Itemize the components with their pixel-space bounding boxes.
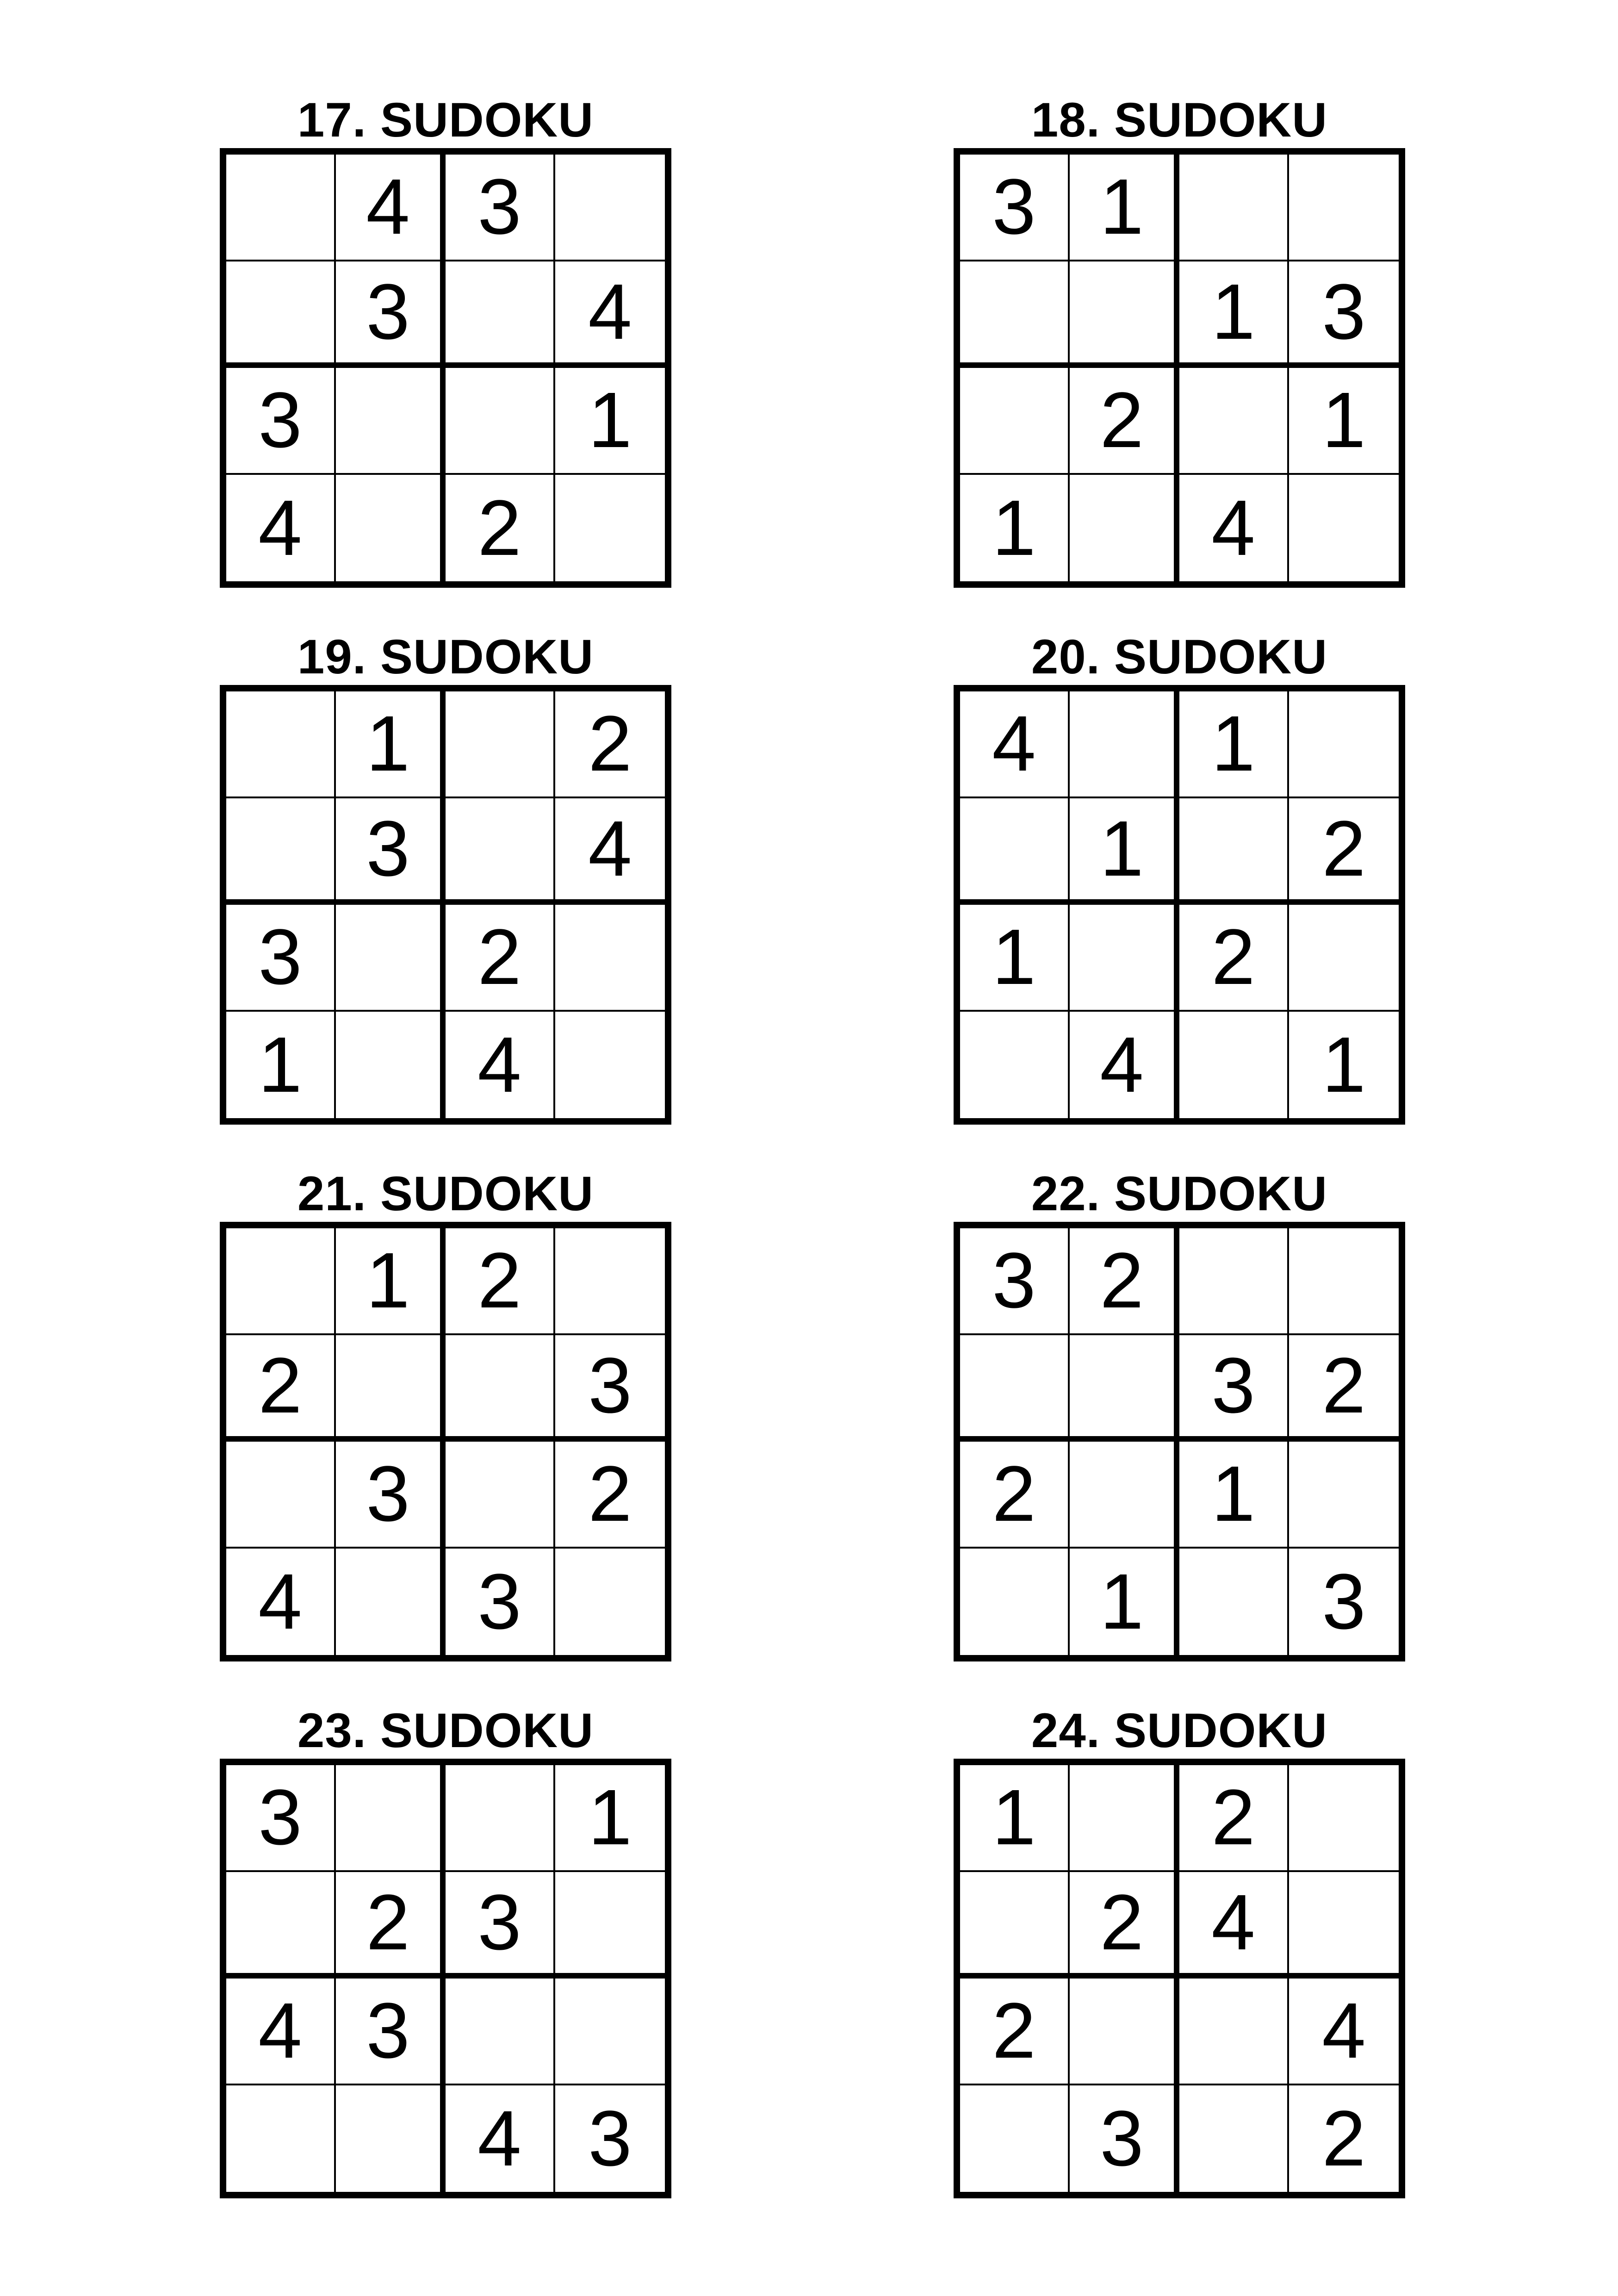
sudoku-grid [954, 1222, 1405, 1661]
grid-cell[interactable] [446, 1442, 555, 1549]
grid-cell[interactable]: 1 [336, 691, 446, 798]
grid-cell[interactable]: 3 [336, 798, 446, 905]
sudoku-puzzle [954, 93, 1405, 572]
grid-cell[interactable] [1179, 1012, 1289, 1119]
grid-cell[interactable]: 1 [960, 475, 1070, 582]
grid-cell[interactable]: 2 [1070, 368, 1179, 475]
grid-cell[interactable] [960, 2085, 1070, 2192]
grid-cell[interactable]: 3 [336, 261, 446, 368]
grid-cell[interactable] [555, 155, 665, 261]
grid-cell[interactable]: 3 [1289, 261, 1399, 368]
grid-cell[interactable]: 2 [555, 1442, 665, 1549]
grid-cell[interactable] [446, 1979, 555, 2085]
grid-cell[interactable]: 1 [1179, 1442, 1289, 1549]
grid-cell[interactable]: 4 [1179, 475, 1289, 582]
puzzle-title: 22. SUDOKU [1031, 1167, 1328, 1221]
grid-cell[interactable] [1179, 368, 1289, 475]
sudoku-puzzle [220, 1703, 671, 2183]
grid-cell[interactable] [1289, 1872, 1399, 1979]
grid-cell[interactable] [1179, 1549, 1289, 1655]
grid-cell[interactable]: 3 [446, 1549, 555, 1655]
grid-cell[interactable] [1070, 905, 1179, 1012]
grid-cell[interactable] [1179, 1979, 1289, 2085]
grid-cell[interactable] [1289, 905, 1399, 1012]
grid-cell[interactable] [446, 368, 555, 475]
grid-cell[interactable]: 4 [226, 1979, 336, 2085]
grid-cell[interactable]: 3 [226, 368, 336, 475]
grid-cell[interactable] [555, 905, 665, 1012]
sudoku-grid [954, 685, 1405, 1125]
grid-cell[interactable]: 2 [1179, 905, 1289, 1012]
grid-cell[interactable]: 3 [1070, 2085, 1179, 2192]
grid-cell[interactable]: 1 [1179, 261, 1289, 368]
grid-cell[interactable] [960, 261, 1070, 368]
grid-cell[interactable]: 3 [555, 1335, 665, 1442]
grid-cell[interactable]: 3 [1179, 1335, 1289, 1442]
grid-cell[interactable]: 1 [960, 905, 1070, 1012]
grid-cell[interactable] [1070, 475, 1179, 582]
grid-cell[interactable] [555, 1228, 665, 1335]
grid-cell[interactable]: 3 [588, 2094, 632, 2183]
grid-cell[interactable]: 4 [336, 155, 446, 261]
grid-cell[interactable] [1179, 155, 1289, 261]
grid-cell[interactable] [960, 1335, 1070, 1442]
grid-cell[interactable] [446, 1335, 555, 1442]
grid-cell[interactable] [1179, 798, 1289, 905]
grid-cell[interactable] [1070, 691, 1179, 798]
grid-cell[interactable] [960, 798, 1070, 905]
grid-cell[interactable]: 1 [1289, 368, 1399, 475]
sudoku-grid [220, 1222, 671, 1661]
grid-cell[interactable]: 3 [960, 155, 1070, 261]
grid-cell[interactable]: 1 [1179, 691, 1289, 798]
grid-cell[interactable] [960, 1549, 1070, 1655]
grid-cell[interactable]: 2 [960, 1442, 1070, 1549]
grid-cell[interactable]: 2 [446, 905, 555, 1012]
grid-cell[interactable] [555, 1012, 665, 1119]
grid-cell[interactable]: 4 [555, 798, 665, 905]
grid-cell[interactable] [960, 1872, 1070, 1979]
grid-cell[interactable] [336, 1335, 446, 1442]
grid-cell[interactable]: 1 [1322, 1020, 1366, 1109]
grid-cell[interactable] [226, 1872, 336, 1979]
grid-cell[interactable] [1179, 2085, 1289, 2192]
grid-cell[interactable] [226, 2085, 336, 2192]
grid-cell[interactable] [1289, 1442, 1399, 1549]
grid-cell[interactable] [226, 1442, 336, 1549]
grid-cell[interactable] [1289, 1228, 1399, 1335]
grid-cell[interactable] [226, 155, 336, 261]
grid-cell[interactable]: 2 [336, 1872, 446, 1979]
grid-cell[interactable] [446, 798, 555, 905]
grid-cell[interactable]: 2 [960, 1979, 1070, 2085]
grid-cell[interactable]: 4 [1289, 1979, 1399, 2085]
grid-cell[interactable]: 1 [1070, 798, 1179, 905]
grid-cell[interactable]: 4 [226, 1549, 336, 1655]
grid-cell[interactable]: 2 [555, 691, 665, 798]
grid-cell[interactable]: 1 [226, 1012, 336, 1119]
grid-cell[interactable]: 2 [1322, 2094, 1366, 2183]
puzzle-title: 21. SUDOKU [297, 1167, 594, 1221]
grid-cell[interactable] [1179, 1228, 1289, 1335]
sudoku-puzzle [954, 1166, 1405, 1646]
grid-cell[interactable]: 2 [1070, 1228, 1179, 1335]
grid-cell[interactable]: 3 [336, 1979, 446, 2085]
grid-cell[interactable]: 2 [226, 1335, 336, 1442]
grid-cell[interactable] [555, 1872, 665, 1979]
grid-cell[interactable] [446, 691, 555, 798]
grid-cell[interactable]: 4 [446, 2085, 555, 2192]
grid-cell[interactable]: 1 [1070, 1549, 1179, 1655]
puzzle-title: 23. SUDOKU [297, 1704, 594, 1758]
sudoku-puzzle [954, 1703, 1405, 2183]
grid-cell[interactable] [226, 691, 336, 798]
grid-cell[interactable]: 1 [336, 1228, 446, 1335]
grid-cell[interactable]: 2 [1070, 1872, 1179, 1979]
grid-cell[interactable]: 3 [446, 155, 555, 261]
grid-cell[interactable]: 4 [226, 475, 336, 582]
grid-cell[interactable] [336, 1765, 446, 1872]
grid-cell[interactable] [1289, 691, 1399, 798]
sudoku-grid [220, 1759, 671, 2198]
grid-cell[interactable] [226, 1228, 336, 1335]
grid-cell[interactable]: 3 [960, 1228, 1070, 1335]
grid-cell[interactable] [1289, 475, 1399, 582]
puzzle-title: 19. SUDOKU [297, 630, 594, 684]
grid-cell[interactable] [960, 1012, 1070, 1119]
grid-cell[interactable]: 2 [1289, 798, 1399, 905]
grid-cell[interactable] [336, 905, 446, 1012]
grid-cell[interactable]: 3 [226, 905, 336, 1012]
grid-cell[interactable] [446, 1765, 555, 1872]
grid-cell[interactable]: 2 [1289, 1335, 1399, 1442]
grid-cell[interactable]: 4 [555, 261, 665, 368]
sudoku-grid [954, 148, 1405, 588]
grid-cell[interactable]: 1 [960, 1765, 1070, 1872]
puzzle-title: 17. SUDOKU [297, 93, 594, 147]
grid-cell[interactable] [336, 1012, 446, 1119]
sudoku-puzzle [220, 629, 671, 1109]
sudoku-grid [954, 1759, 1405, 2198]
grid-cell[interactable]: 4 [960, 691, 1070, 798]
puzzle-title: 20. SUDOKU [1031, 630, 1328, 684]
grid-cell[interactable]: 1 [555, 1765, 665, 1872]
grid-cell[interactable]: 1 [1070, 155, 1179, 261]
grid-cell[interactable]: 2 [446, 475, 555, 582]
grid-cell[interactable]: 4 [1179, 1872, 1289, 1979]
grid-cell[interactable] [1289, 1765, 1399, 1872]
grid-cell[interactable] [1070, 261, 1179, 368]
grid-cell[interactable]: 3 [1322, 1557, 1366, 1646]
grid-cell[interactable]: 4 [446, 1012, 555, 1119]
grid-cell[interactable] [336, 368, 446, 475]
grid-cell[interactable] [960, 368, 1070, 475]
grid-cell[interactable] [1070, 1442, 1179, 1549]
grid-cell[interactable] [1070, 1765, 1179, 1872]
grid-cell[interactable] [336, 1549, 446, 1655]
grid-cell[interactable]: 4 [1070, 1012, 1179, 1119]
grid-cell[interactable]: 3 [226, 1765, 336, 1872]
puzzle-title: 18. SUDOKU [1031, 93, 1328, 147]
grid-cell[interactable] [336, 475, 446, 582]
grid-cell[interactable] [226, 261, 336, 368]
grid-cell[interactable]: 2 [1179, 1765, 1289, 1872]
grid-cell[interactable] [555, 1549, 665, 1655]
grid-cell[interactable] [1070, 1335, 1179, 1442]
grid-cell[interactable] [1289, 155, 1399, 261]
grid-cell[interactable] [555, 1979, 665, 2085]
sudoku-puzzle [220, 93, 671, 572]
grid-cell[interactable] [446, 261, 555, 368]
grid-cell[interactable]: 3 [446, 1872, 555, 1979]
sudoku-puzzle [220, 1166, 671, 1646]
grid-cell[interactable] [226, 798, 336, 905]
grid-cell[interactable] [1070, 1979, 1179, 2085]
grid-cell[interactable]: 2 [446, 1228, 555, 1335]
sudoku-grid [220, 685, 671, 1125]
puzzle-title: 24. SUDOKU [1031, 1704, 1328, 1758]
sudoku-puzzle [954, 629, 1405, 1109]
grid-cell[interactable]: 3 [336, 1442, 446, 1549]
grid-cell[interactable]: 1 [555, 368, 665, 475]
grid-cell[interactable] [555, 475, 665, 582]
grid-cell[interactable] [336, 2085, 446, 2192]
sudoku-grid [220, 148, 671, 588]
